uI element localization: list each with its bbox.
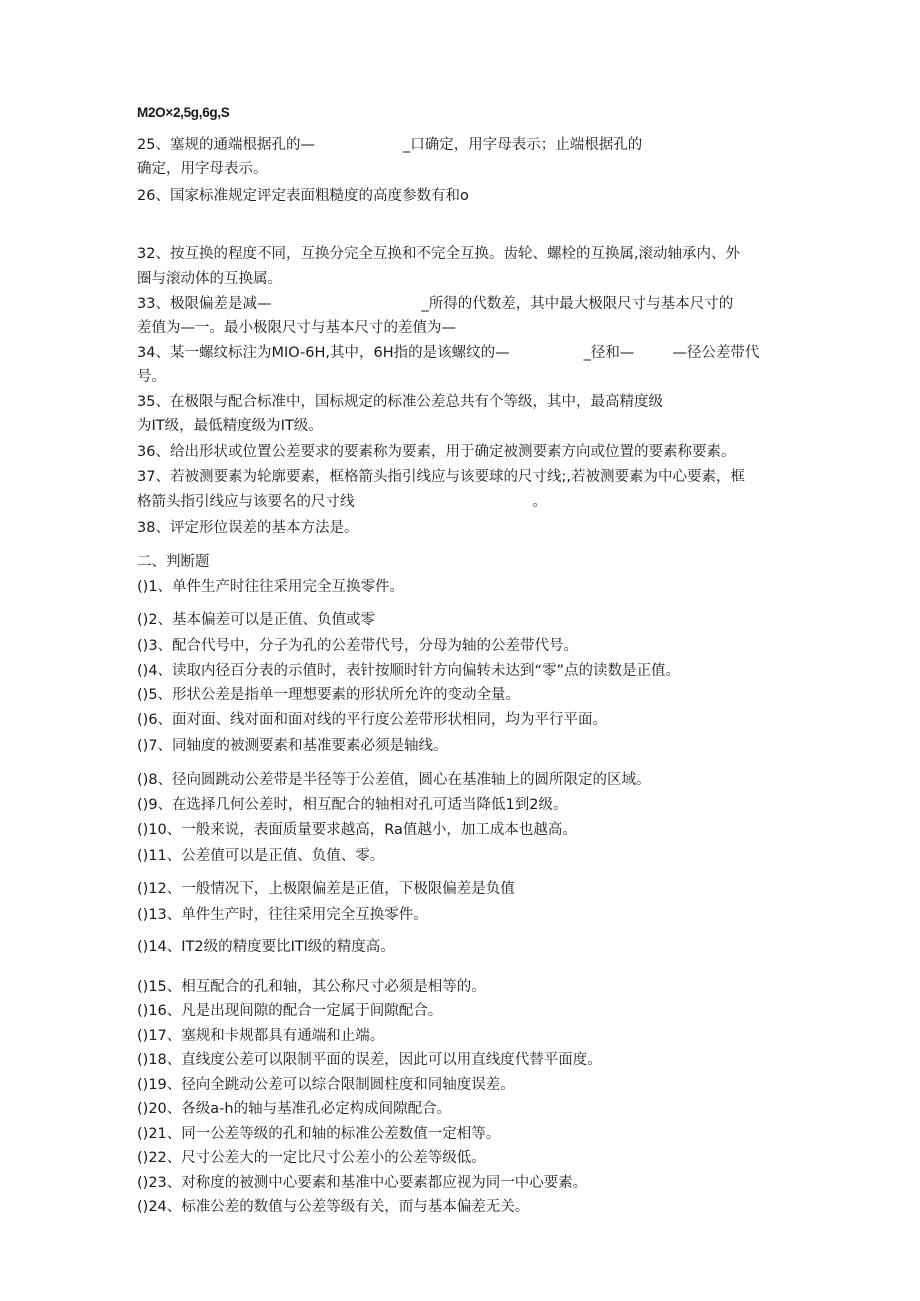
tf-item-3: ()3、配合代号中，分子为孔的公差带代号，分母为轴的公差带代号。: [137, 638, 579, 654]
tf-item-13: ()13、单件生产时，往往采用完全互换零件。: [137, 907, 428, 923]
question-37-part-b: 。: [532, 494, 547, 510]
tf-item-22: ()22、尺寸公差大的一定比尺寸公差小的公差等级低。: [137, 1150, 486, 1166]
question-34-line-1: [137, 344, 759, 362]
tf-item-6: ()6、面对面、线对面和面对线的平行度公差带形状相同，均为平行平面。: [137, 712, 608, 728]
question-35-line-2: 为IT级，最低精度级为IT级。: [137, 418, 323, 434]
tf-item-24: ()24、标准公差的数值与公差等级有关，而与基本偏差无关。: [137, 1199, 530, 1215]
tf-item-1: ()1、单件生产时往往采用完全互换零件。: [137, 579, 405, 595]
question-35-line-1: 35、在极限与配合标准中，国标规定的标准公差总共有个等级，其中，最高精度级: [137, 394, 663, 410]
question-26: 26、国家标准规定评定表面粗糙度的高度参数有和o: [137, 188, 469, 204]
question-25-line-1: [137, 136, 642, 154]
tf-item-16: ()16、凡是出现间隙的配合一定属于间隙配合。: [137, 1003, 443, 1019]
question-32-line-2: 圈与滚动体的互换属。: [137, 271, 282, 287]
thread-spec-line: M2O×2,5g,6g,S: [137, 105, 230, 120]
question-34-part-a: 34、某一螺纹标注为MIO-6H,其中，6H指的是该螺纹的—: [137, 345, 510, 361]
tf-item-10: ()10、一般来说，表面质量要求越高，Ra值越小，加工成本也越高。: [137, 822, 577, 838]
section-heading-true-false: 二、判断题: [137, 554, 210, 570]
tf-item-14: ()14、IT2级的精度要比ITl级的精度高。: [137, 939, 395, 955]
tf-item-15: ()15、相互配合的孔和轴，其公称尺寸必须是相等的。: [137, 979, 486, 995]
question-33-line-1: [137, 295, 733, 313]
tf-item-21: ()21、同一公差等级的孔和轴的标准公差数值一定相等。: [137, 1126, 501, 1142]
question-33-part-a: 33、极限偏差是减—: [137, 296, 272, 312]
question-25-part-a: 25、塞规的通端根据孔的—: [137, 137, 315, 153]
tf-item-7: ()7、同轴度的被测要素和基准要素必须是轴线。: [137, 738, 448, 754]
question-37-part-a: 格箭头指引线应与该要名的尺寸线: [137, 494, 355, 510]
question-34-part-b: _径和—: [583, 345, 635, 361]
question-25-line-2: 确定，用字母表示。: [137, 161, 268, 177]
question-38: 38、评定形位误差的基本方法是。: [137, 520, 359, 536]
tf-item-23: ()23、对称度的被测中心要素和基准中心要素都应视为同一中心要素。: [137, 1175, 588, 1191]
question-34-line-2: 号。: [137, 369, 166, 385]
question-32-line-1: 32、按互换的程度不同，互换分完全互换和不完全互换。齿轮、螺栓的互换属,滚动轴承内、外: [137, 246, 741, 262]
tf-item-8: ()8、径向圆跳动公差带是半径等于公差值，圆心在基准轴上的圆所限定的区域。: [137, 772, 651, 788]
question-37-line-2: [137, 493, 547, 511]
tf-item-2: ()2、基本偏差可以是正值、负值或零: [137, 612, 376, 628]
question-34-part-c: —径公差带代: [672, 345, 760, 361]
question-36: 36、给出形状或位置公差要求的要素称为要素，用于确定被测要素方向或位置的要素称要素。: [137, 444, 736, 460]
tf-item-9: ()9、在选择几何公差时，相互配合的轴相对孔可适当降低1到2级。: [137, 797, 568, 813]
tf-item-4: ()4、读取内径百分表的示值时，表针按顺时针方向偏转未达到“零”点的读数是正值。: [137, 663, 681, 679]
question-33-part-b: _所得的代数差，其中最大极限尺寸与基本尺寸的: [421, 296, 734, 312]
tf-item-5: ()5、形状公差是指单一理想要素的形状所允许的变动全量。: [137, 687, 521, 703]
tf-item-20: ()20、各级a-h的轴与基准孔必定构成间隙配合。: [137, 1101, 452, 1117]
tf-item-12: ()12、一般情况下，上极限偏差是正值，下极限偏差是负值: [137, 881, 515, 897]
tf-item-11: ()11、公差值可以是正值、负值、零。: [137, 848, 385, 864]
question-33-line-2: 差值为—一。最小极限尺寸与基本尺寸的差值为—: [137, 320, 456, 336]
question-37-line-1: 37、若被测要素为轮廓要素，框格箭头指引线应与该要球的尺寸线;,若被测要素为中心要素，框: [137, 469, 745, 485]
tf-item-17: ()17、塞规和卡规都具有通端和止端。: [137, 1028, 385, 1044]
question-25-part-b: _口确定，用字母表示；止端根据孔的: [402, 137, 643, 153]
tf-item-18: ()18、直线度公差可以限制平面的误差，因此可以用直线度代替平面度。: [137, 1052, 602, 1068]
tf-item-19: ()19、径向全跳动公差可以综合限制圆柱度和同轴度误差。: [137, 1077, 515, 1093]
